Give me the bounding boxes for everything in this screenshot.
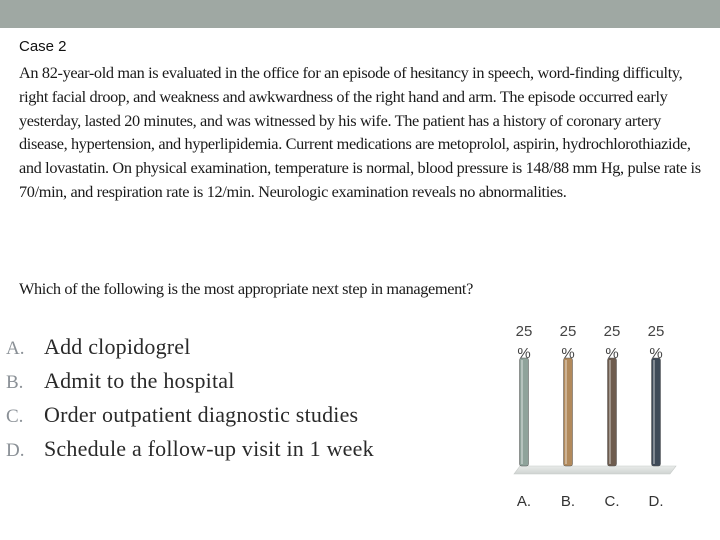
- option-text: Admit to the hospital: [44, 368, 235, 393]
- case-description: An 82-year-old man is evaluated in the office for an episode of hesitancy in speech, word-finding difficulty, right facial droop, and weakness and awkwardness of the right hand and arm. The episode occurred early yesterday, lasted 20 minutes, and was witnessed by his wife. The patient has a history of coronary artery disease, hypertension, and hyperlipidemia. Current medications are metoprolol, aspirin, hydrochlorothiazide, and lovastatin. On physical examination, temperature is normal, blood pressure is 148/88 mm Hg, pulse rate is 70/min, and respiration rate is 12/min. Neurologic examination reveals no abnormalities.: [19, 63, 701, 201]
- chart-marks: [516, 323, 665, 510]
- data-label-percent: %: [561, 345, 575, 362]
- option-text: Order outpatient diagnostic studies: [44, 402, 359, 427]
- bar-highlight: [609, 360, 611, 464]
- case-title: Case 2: [19, 38, 67, 55]
- data-label-percent: %: [649, 345, 663, 362]
- bar-highlight: [565, 360, 567, 464]
- bar-c: [608, 358, 617, 466]
- option-letter: B.: [6, 372, 24, 393]
- data-label-value: 25: [559, 323, 577, 340]
- option-letter: C.: [6, 406, 24, 427]
- bar-highlight: [521, 360, 523, 464]
- bar-b: [564, 358, 573, 466]
- data-label-value: 25: [603, 323, 621, 340]
- bar-a: [520, 358, 529, 466]
- question-text: Which of the following is the most appropriate next step in management?: [19, 279, 473, 298]
- category-label: D.: [648, 493, 664, 510]
- option-c[interactable]: [6, 398, 374, 432]
- category-label: A.: [516, 493, 532, 510]
- data-label-percent: %: [517, 345, 531, 362]
- answer-options: [6, 330, 374, 466]
- option-text: Add clopidogrel: [44, 334, 191, 359]
- bar-highlight: [653, 360, 655, 464]
- category-label: C.: [604, 493, 620, 510]
- category-label: B.: [560, 493, 576, 510]
- option-a[interactable]: [6, 330, 374, 364]
- bar-d: [652, 358, 661, 466]
- response-bar-chart: [480, 318, 720, 518]
- data-label-value: 25: [647, 323, 665, 340]
- option-letter: D.: [6, 440, 25, 461]
- data-label-percent: %: [605, 345, 619, 362]
- option-d[interactable]: [6, 432, 374, 466]
- option-text: Schedule a follow-up visit in 1 week: [44, 436, 374, 461]
- option-b[interactable]: [6, 364, 374, 398]
- data-label-value: 25: [515, 323, 533, 340]
- option-letter: A.: [6, 338, 25, 359]
- header-bar: [0, 0, 720, 28]
- chart-base-platform: [514, 466, 676, 474]
